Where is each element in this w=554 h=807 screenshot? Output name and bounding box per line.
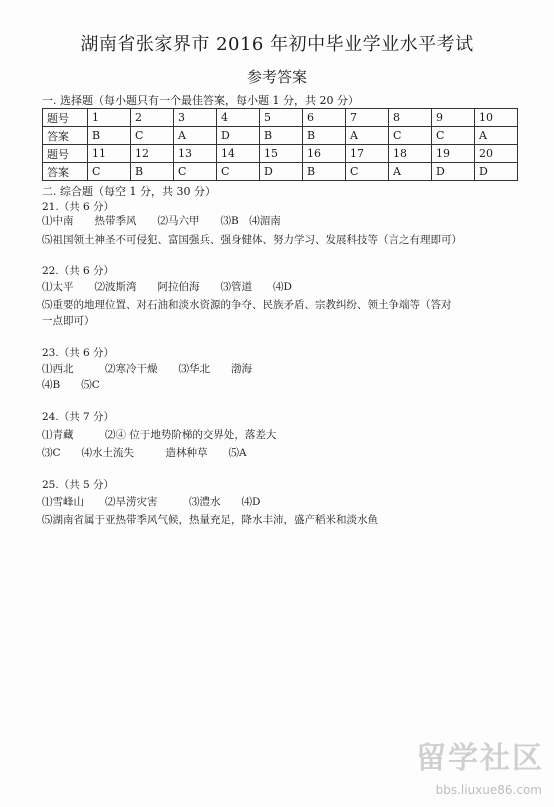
watermark-logo: 留学社区 xyxy=(416,741,544,776)
q22-line-1: ⑴太平 ⑵波斯湾 阿拉伯海 ⑶管道 ⑷D xyxy=(42,281,292,293)
table-cell: C xyxy=(88,163,131,181)
q24-line-1: ⑴青藏 ⑵④ 位于地势阶梯的交界处，落差大 xyxy=(42,429,277,441)
table-cell: 7 xyxy=(346,109,389,127)
q22-line-2: ⑸重要的地理位置、对石油和淡水资源的争夺、民族矛盾、宗教纠纷、领土争端等（答对 xyxy=(42,299,452,311)
table-cell: 8 xyxy=(389,109,432,127)
table-row-header: 题号 xyxy=(43,145,88,163)
table-cell: 17 xyxy=(346,145,389,163)
table-cell: 19 xyxy=(432,145,475,163)
q25-line-2: ⑸湖南省属于亚热带季风气候，热量充足，降水丰沛，盛产稻米和淡水鱼 xyxy=(42,514,378,526)
table-row xyxy=(43,109,518,127)
q24-line-2: ⑶C ⑷水土流失 造林种草 ⑸A xyxy=(42,447,247,459)
table-cell: C xyxy=(432,127,475,145)
q22-title: 22.（共 6 分） xyxy=(42,265,115,277)
table-cell: 4 xyxy=(217,109,260,127)
table-cell: D xyxy=(217,127,260,145)
table-cell: A xyxy=(174,127,217,145)
q21-line-2: ⑸祖国领土神圣不可侵犯、富国强兵、强身健体、努力学习、发展科技等（言之有理即可） xyxy=(42,234,462,246)
q25-title: 25.（共 5 分） xyxy=(42,479,115,491)
table-row xyxy=(43,127,518,145)
answer-table xyxy=(42,108,518,181)
table-cell: 10 xyxy=(475,109,518,127)
section-1-heading: 一. 选择题（每小题只有一个最佳答案，每小题 1 分，共 20 分） xyxy=(42,94,359,107)
q22-line-3: 一点即可） xyxy=(42,315,95,327)
table-cell: B xyxy=(303,163,346,181)
table-cell: 1 xyxy=(88,109,131,127)
q23-title: 23.（共 6 分） xyxy=(42,347,115,359)
table-cell: 6 xyxy=(303,109,346,127)
table-cell: B xyxy=(260,127,303,145)
table-cell: D xyxy=(475,163,518,181)
table-row-header: 答案 xyxy=(43,163,88,181)
table-cell: 13 xyxy=(174,145,217,163)
table-cell: C xyxy=(131,127,174,145)
table-cell: 14 xyxy=(217,145,260,163)
q23-line-2: ⑷B ⑸C xyxy=(42,379,100,391)
q23-line-1: ⑴西北 ⑵寒冷干燥 ⑶华北 渤海 xyxy=(42,363,252,375)
q21-line-1: ⑴中南 热带季风 ⑵马六甲 ⑶B ⑷湄南 xyxy=(42,215,281,227)
section-2-heading: 二. 综合题（每空 1 分，共 30 分） xyxy=(42,185,216,198)
table-cell: C xyxy=(217,163,260,181)
table-cell: D xyxy=(260,163,303,181)
table-cell: 15 xyxy=(260,145,303,163)
page-title: 湖南省张家界市 2016 年初中毕业学业水平考试 xyxy=(80,34,474,55)
table-cell: B xyxy=(88,127,131,145)
table-cell: 18 xyxy=(389,145,432,163)
table-cell: 12 xyxy=(131,145,174,163)
table-row xyxy=(43,145,518,163)
q24-title: 24.（共 7 分） xyxy=(42,411,115,423)
table-row-header: 题号 xyxy=(43,109,88,127)
table-cell: C xyxy=(174,163,217,181)
table-row-header: 答案 xyxy=(43,127,88,145)
table-cell: 16 xyxy=(303,145,346,163)
table-cell: C xyxy=(346,163,389,181)
table-cell: D xyxy=(432,163,475,181)
table-cell: C xyxy=(389,127,432,145)
watermark-url: bbs.liuxue86.com xyxy=(435,783,542,797)
table-cell: B xyxy=(131,163,174,181)
table-cell: 2 xyxy=(131,109,174,127)
table-cell: A xyxy=(389,163,432,181)
table-cell: 11 xyxy=(88,145,131,163)
table-cell: A xyxy=(475,127,518,145)
q25-line-1: ⑴雪峰山 ⑵旱涝灾害 ⑶澧水 ⑷D xyxy=(42,496,261,508)
table-cell: 20 xyxy=(475,145,518,163)
table-cell: 5 xyxy=(260,109,303,127)
q21-title: 21.（共 6 分） xyxy=(42,201,115,213)
table-cell: A xyxy=(346,127,389,145)
table-cell: 3 xyxy=(174,109,217,127)
table-cell: B xyxy=(303,127,346,145)
table-row xyxy=(43,163,518,181)
table-cell: 9 xyxy=(432,109,475,127)
page-subtitle: 参考答案 xyxy=(246,68,307,86)
